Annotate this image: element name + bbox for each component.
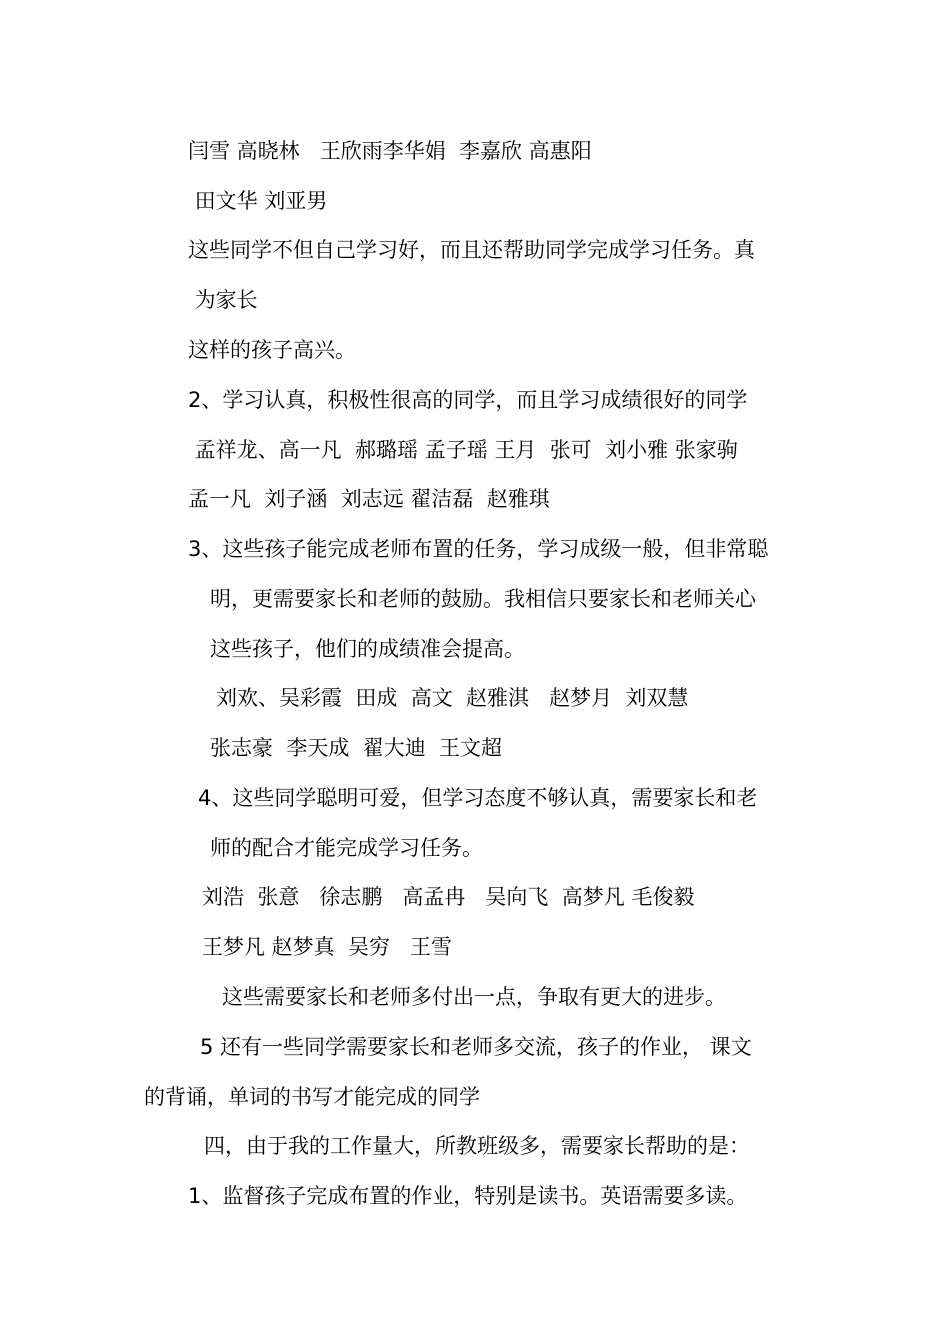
text-line-3: 这些同学不但自己学习好，而且还帮助同学完成学习任务。真 bbox=[188, 238, 755, 262]
text-line-4: 为家长 bbox=[188, 288, 258, 312]
text-line-16: 刘浩 张意 徐志鹏 高孟冉 吴向飞 高梦凡 毛俊毅 bbox=[202, 885, 695, 909]
text-line-20: 的背诵，单词的书写才能完成的同学 bbox=[144, 1085, 480, 1109]
text-line-10: 明，更需要家长和老师的鼓励。我相信只要家长和老师关心 bbox=[210, 587, 756, 611]
text-line-11: 这些孩子，他们的成绩准会提高。 bbox=[210, 637, 525, 661]
text-line-8: 孟一凡 刘子涵 刘志远 翟洁磊 赵雅琪 bbox=[188, 487, 550, 511]
text-line-12: 刘欢、吴彩霞 田成 高文 赵雅淇 赵梦月 刘双慧 bbox=[216, 686, 689, 710]
text-line-19: 5 还有一些同学需要家长和老师多交流，孩子的作业， 课文 bbox=[200, 1035, 752, 1059]
text-line-6: 2、学习认真，积极性很高的同学，而且学习成绩很好的同学 bbox=[188, 388, 748, 412]
text-line-5: 这样的孩子高兴。 bbox=[188, 338, 356, 362]
text-line-9: 3、这些孩子能完成老师布置的任务，学习成级一般，但非常聪 bbox=[188, 537, 769, 561]
text-line-2: 田文华 刘亚男 bbox=[188, 189, 328, 213]
text-line-7: 孟祥龙、高一凡 郝璐瑶 孟子瑶 王月 张可 刘小雅 张家驹 bbox=[188, 438, 738, 462]
text-line-17: 王梦凡 赵梦真 吴穷 王雪 bbox=[202, 935, 453, 959]
text-line-21: 四，由于我的工作量大，所教班级多，需要家长帮助的是： bbox=[204, 1134, 750, 1158]
text-line-18: 这些需要家长和老师多付出一点，争取有更大的进步。 bbox=[222, 985, 726, 1009]
text-line-14: 4、这些同学聪明可爱，但学习态度不够认真，需要家长和老 bbox=[198, 786, 758, 810]
text-line-22: 1、监督孩子完成布置的作业，特别是读书。英语需要多读。 bbox=[188, 1184, 748, 1208]
text-line-1: 闫雪 高晓林 王欣雨李华娟 李嘉欣 高惠阳 bbox=[188, 139, 592, 163]
text-line-15: 师的配合才能完成学习任务。 bbox=[210, 836, 483, 860]
text-line-13: 张志豪 李天成 翟大迪 王文超 bbox=[210, 736, 503, 760]
